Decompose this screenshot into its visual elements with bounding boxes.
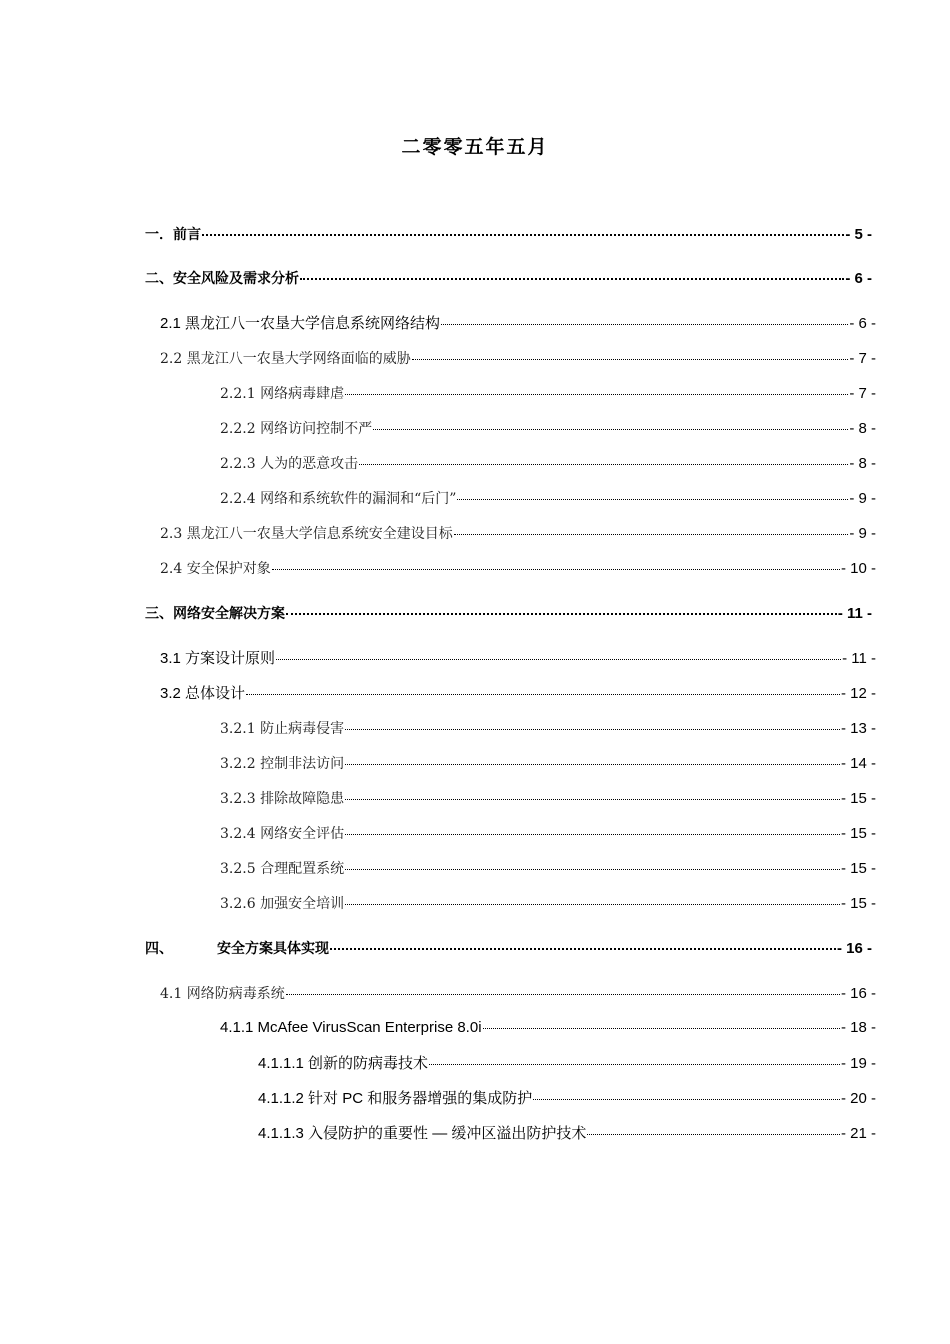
toc-label: 3.2.4 网络安全评估 (220, 826, 345, 842)
toc-label: 2.4 安全保护对象 (160, 561, 271, 577)
toc-entry[interactable] (258, 1124, 876, 1144)
toc-entry[interactable] (160, 649, 876, 669)
toc-entry[interactable] (160, 684, 876, 704)
toc-page-number: - 11 - (842, 650, 876, 667)
toc-page-number: - 8 - (849, 455, 876, 472)
toc-entry[interactable] (145, 604, 872, 624)
toc-page-number: - 16 - (836, 940, 872, 957)
dot-leader (359, 463, 848, 465)
dot-leader (202, 233, 844, 236)
toc-entry[interactable] (220, 1018, 876, 1038)
toc-number: 四、 (145, 941, 173, 957)
toc-label: 2.2.4 网络和系统软件的漏洞和“后门” (220, 491, 457, 507)
toc-label: 3.2 总体设计 (160, 685, 246, 702)
toc-label: 3.2.2 控制非法访问 (220, 756, 345, 772)
dot-leader (441, 323, 848, 325)
dot-leader (345, 833, 840, 835)
toc-entry[interactable] (160, 984, 876, 1004)
toc-page-number: - 8 - (849, 420, 876, 437)
toc-entry[interactable] (258, 1089, 876, 1109)
toc-page-number: - 9 - (849, 525, 876, 542)
toc-label: 2.2.2 网络访问控制不严 (220, 421, 373, 437)
toc-label: 2.2 黑龙江八一农垦大学网络面临的威胁 (160, 351, 411, 367)
toc-label: 二、安全风险及需求分析 (145, 271, 299, 287)
dot-leader (276, 658, 841, 660)
toc-label: 3.1 方案设计原则 (160, 650, 276, 667)
toc-label: 三、网络安全解决方案 (145, 606, 285, 622)
toc-page-number: - 15 - (840, 825, 876, 842)
toc-label: 一．前言 (145, 227, 201, 243)
toc-page-number: - 6 - (849, 315, 876, 332)
dot-leader (587, 1133, 840, 1135)
toc-page-number: - 21 - (840, 1125, 876, 1142)
toc-entry[interactable] (220, 894, 876, 914)
toc-entry[interactable] (220, 384, 876, 404)
toc-label: 3.2.1 防止病毒侵害 (220, 721, 345, 737)
toc-label: 3.2.6 加强安全培训 (220, 896, 345, 912)
toc-entry[interactable] (145, 225, 872, 245)
toc-page-number: - 5 - (845, 226, 872, 243)
dot-leader (483, 1027, 840, 1029)
toc-page-number: - 7 - (849, 350, 876, 367)
toc-label: 3.2.3 排除故障隐患 (220, 791, 345, 807)
toc-label: 4.1.1.2 针对 PC 和服务器增强的集成防护 (258, 1090, 533, 1107)
dot-leader (300, 277, 844, 280)
dot-leader (454, 533, 849, 535)
toc-label: 安全方案具体实现 (217, 941, 329, 957)
toc-page-number: - 16 - (840, 985, 876, 1002)
toc-entry[interactable] (160, 314, 876, 334)
toc-page-number: - 13 - (840, 720, 876, 737)
toc-page-number: - 15 - (840, 790, 876, 807)
toc-page-number: - 19 - (840, 1055, 876, 1072)
toc-label: 2.3 黑龙江八一农垦大学信息系统安全建设目标 (160, 526, 453, 542)
toc-entry[interactable] (160, 349, 876, 369)
dot-leader (345, 728, 840, 730)
dot-leader (272, 568, 840, 570)
toc-entry[interactable] (220, 454, 876, 474)
toc-entry[interactable] (145, 939, 872, 959)
page-title: 二零零五年五月 (401, 136, 549, 158)
toc-entry[interactable] (220, 754, 876, 774)
toc-page-number: - 18 - (840, 1019, 876, 1036)
toc-entry[interactable] (160, 559, 876, 579)
toc-entry[interactable] (220, 719, 876, 739)
toc-label: 2.2.1 网络病毒肆虐 (220, 386, 345, 402)
dot-leader (345, 393, 848, 395)
dot-leader (345, 763, 840, 765)
toc-page-number: - 15 - (840, 895, 876, 912)
toc-label: 4.1 网络防病毒系统 (160, 986, 285, 1002)
toc-page-number: - 11 - (837, 605, 872, 622)
toc-label: 4.1.1 McAfee VirusScan Enterprise 8.0i (220, 1019, 482, 1036)
toc-page-number: - 20 - (840, 1090, 876, 1107)
toc-entry[interactable] (220, 789, 876, 809)
toc-label: 4.1.1.3 入侵防护的重要性 — 缓冲区溢出防护技术 (258, 1125, 587, 1142)
toc-page-number: - 6 - (845, 270, 872, 287)
toc-page-number: - 9 - (849, 490, 876, 507)
toc-label: 3.2.5 合理配置系统 (220, 861, 345, 877)
toc-page-number: - 14 - (840, 755, 876, 772)
toc-label: 2.1 黑龙江八一农垦大学信息系统网络结构 (160, 315, 441, 332)
dot-leader (373, 428, 848, 430)
toc-page-number: - 10 - (840, 560, 876, 577)
toc-entry[interactable] (220, 824, 876, 844)
toc-entry[interactable] (145, 269, 872, 289)
toc-entry[interactable] (160, 524, 876, 544)
dot-leader (286, 993, 840, 995)
toc-page-number: - 15 - (840, 860, 876, 877)
dot-leader (330, 947, 836, 950)
dot-leader (345, 868, 840, 870)
dot-leader (246, 693, 840, 695)
toc-page-number: - 12 - (840, 685, 876, 702)
toc-label: 2.2.3 人为的恶意攻击 (220, 456, 359, 472)
dot-leader (286, 612, 837, 615)
toc-entry[interactable] (258, 1054, 876, 1074)
toc-label: 4.1.1.1 创新的防病毒技术 (258, 1055, 429, 1072)
toc-entry[interactable] (220, 859, 876, 879)
dot-leader (345, 798, 840, 800)
toc-page-number: - 7 - (849, 385, 876, 402)
dot-leader (429, 1063, 840, 1065)
dot-leader (412, 358, 849, 360)
dot-leader (457, 498, 848, 500)
dot-leader (345, 903, 840, 905)
dot-leader (533, 1098, 840, 1100)
toc-entry[interactable] (220, 489, 876, 509)
toc-entry[interactable] (220, 419, 876, 439)
